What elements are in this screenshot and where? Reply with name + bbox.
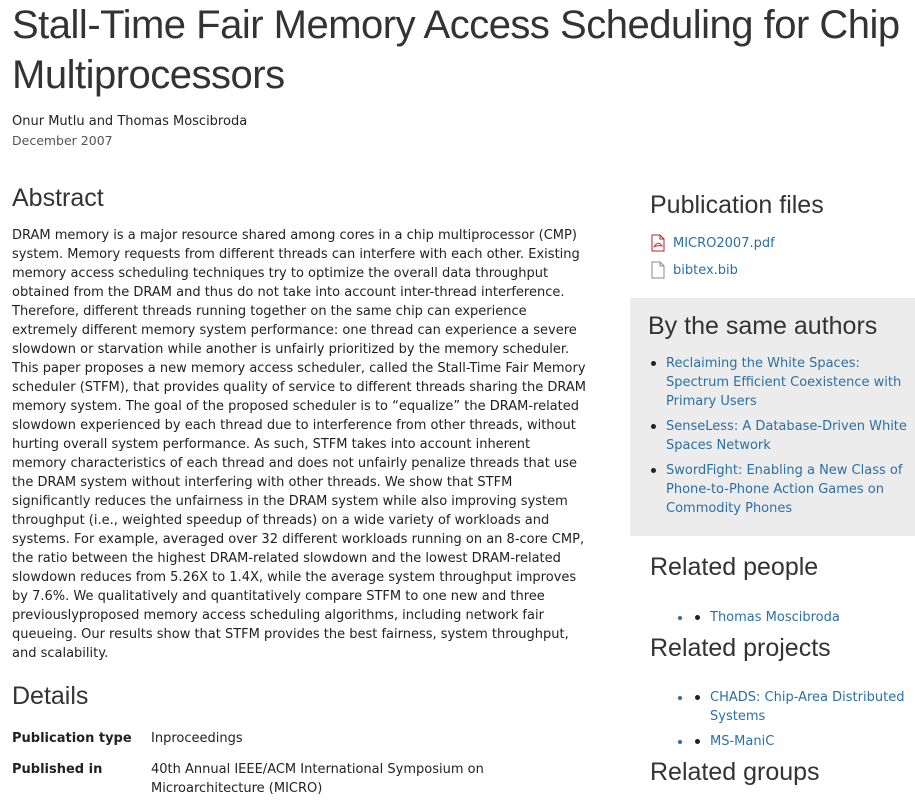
related-people-list (652, 608, 915, 633)
details-heading: Details (12, 682, 89, 710)
related-projects-heading: Related projects (650, 634, 831, 662)
same-authors-list (648, 354, 910, 524)
detail-row (12, 760, 588, 798)
abstract-text: DRAM memory is a major resource shared among cores in a chip multiprocessor (CMP) system. Memory requests from different threads can interfere with each other. Existing memory access scheduling techniques try to optimize the overall data throughput obtained from the DRAM and thus do not take into account inter-thread interference. Therefore, different threads running together on the same chip can experience extremely different memory system performance: one thread can experience a severe slowdown or starvation while another is unfairly prioritized by the memory scheduler. This paper proposes a new memory access scheduler, called the Stall-Time Fair Memory scheduler (STFM), that provides quality of service to different threads sharing the DRAM memory system. The goal of the proposed scheduler is to “equalize” the DRAM-related slowdown experienced by each thread due to interference from other threads, without hurting overall system performance. As such, STFM takes into account inherent memory characteristics of each thread and does not unfairly penalize threads that use the DRAM system without interfering with other threads. We show that STFM significantly reduces the unfairness in the DRAM system while also improving system throughput (i.e., weighted speedup of threads) on a wide variety of workloads and systems. For example, averaged over 32 different workloads running on an 8-core CMP, the ratio between the highest DRAM-related slowdown and the lowest DRAM-related slowdown reduces from 5.26X to 1.4X, while the average system throughput improves by 7.6%. We qualitatively and quantitatively compare STFM to one new and three previouslyproposed memory access scheduling algorithms, including network fair queueing. Our results show that STFM provides the best fairness, system throughput, and scalability. (12, 228, 586, 661)
detail-row (12, 729, 588, 748)
publication-link[interactable]: Reclaiming the White Spaces: Spectrum Efficient Coexistence with Primary Users (666, 356, 902, 409)
related-projects-list (652, 688, 915, 757)
related-groups-heading: Related groups (650, 758, 820, 786)
related-people-heading: Related people (650, 553, 819, 581)
file-name: MICRO2007.pdf (673, 235, 775, 251)
list-item[interactable] (692, 688, 915, 726)
detail-label: Publication type (12, 731, 132, 746)
page-title: Stall-Time Fair Memory Access Scheduling for Chip Multiprocessors (12, 3, 900, 97)
file-name: bibtex.bib (673, 262, 738, 278)
publication-link[interactable]: SwordFight: Enabling a New Class of Phone-to-Phone Action Games on Commodity Phones (666, 463, 903, 516)
details-table (12, 729, 588, 810)
same-authors-panel (630, 298, 915, 536)
same-authors-heading: By the same authors (648, 312, 878, 340)
publication-date: December 2007 (12, 133, 113, 148)
publication-link[interactable]: SenseLess: A Database-Driven White Spaces Network (666, 419, 907, 453)
list-item[interactable] (692, 732, 915, 751)
detail-value: 40th Annual IEEE/ACM International Symposium on Microarchitecture (MICRO) (151, 762, 484, 796)
list-item[interactable] (692, 608, 915, 627)
detail-value: Inproceedings (151, 731, 243, 746)
file-link-bib[interactable] (650, 261, 738, 279)
project-link[interactable]: CHADS: Chip-Area Distributed Systems (710, 690, 905, 724)
publication-files-heading: Publication files (650, 191, 824, 219)
list-item[interactable] (648, 354, 910, 411)
pdf-file-icon (650, 234, 666, 252)
person-link[interactable]: Thomas Moscibroda (710, 610, 840, 625)
list-item[interactable] (648, 461, 910, 518)
document-icon (650, 261, 666, 279)
detail-label: Published in (12, 762, 103, 777)
authors: Onur Mutlu and Thomas Moscibroda (12, 114, 248, 129)
list-item[interactable] (648, 417, 910, 455)
abstract-heading: Abstract (12, 184, 104, 212)
file-link-pdf[interactable] (650, 234, 775, 252)
project-link[interactable]: MS-ManiC (710, 734, 775, 749)
